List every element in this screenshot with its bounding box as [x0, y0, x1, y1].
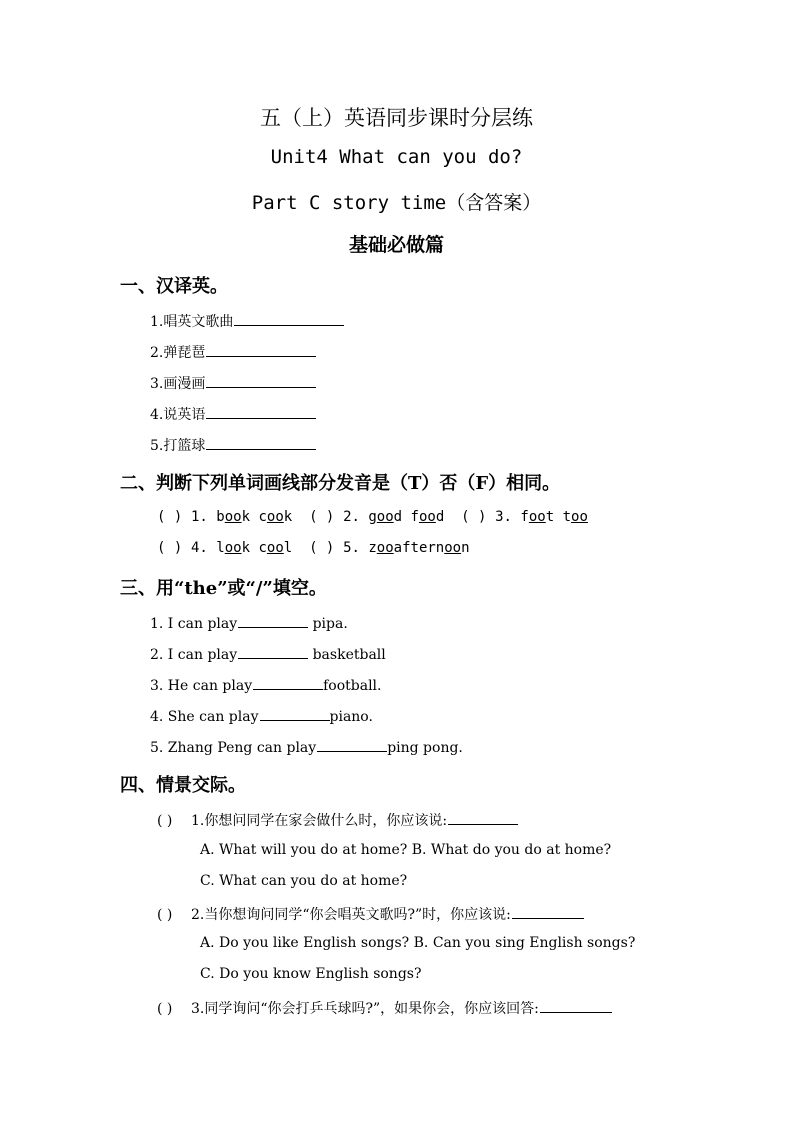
item-text: 1.唱英文歌曲 — [150, 314, 234, 330]
answer-blank[interactable] — [206, 435, 316, 450]
section2-row-2 — [157, 540, 470, 556]
word-cook: cook — [258, 509, 293, 525]
answer-blank[interactable] — [238, 644, 308, 659]
answer-paren[interactable]: ( ) — [461, 509, 487, 525]
item-text: ping pong. — [387, 740, 463, 756]
section1-item-5 — [150, 435, 316, 455]
section3-item-1 — [150, 613, 348, 632]
word-too: too — [562, 509, 588, 525]
section4-heading: 四、情景交际。 — [120, 775, 246, 796]
section2-row-1 — [157, 509, 588, 525]
item-text: 4. She can play — [150, 709, 259, 725]
item-text: 5.打篮球 — [150, 438, 206, 454]
section1-item-1 — [150, 311, 344, 331]
item-text: 2.弹琵琶 — [150, 345, 206, 361]
section4-q1-options-ab: A. What will you do at home? B. What do you do at home? — [200, 842, 612, 858]
word-afternoon: afternoon — [393, 540, 470, 556]
section4-q2 — [157, 904, 584, 924]
answer-blank[interactable] — [206, 342, 316, 357]
answer-blank[interactable] — [253, 675, 323, 690]
answer-paren[interactable]: ( ) — [157, 813, 173, 829]
item-text: 3.画漫画 — [150, 376, 206, 392]
word-foot: foot — [520, 509, 555, 525]
item-number: 4. — [191, 540, 208, 556]
answer-paren[interactable]: ( ) — [157, 1001, 173, 1017]
question-text: 2.当你想询问同学“你会唱英文歌吗?”时，你应该说: — [191, 907, 511, 923]
answer-paren[interactable]: ( ) — [157, 509, 183, 525]
question-text: 3.同学询问“你会打乒乓球吗?”，如果你会，你应该回答: — [191, 1001, 539, 1017]
word-good: good — [368, 509, 403, 525]
answer-blank[interactable] — [206, 373, 316, 388]
answer-paren[interactable]: ( ) — [309, 509, 335, 525]
word-zoo: zoo — [368, 540, 394, 556]
answer-blank[interactable] — [234, 311, 344, 326]
item-text: football. — [323, 678, 382, 694]
section3-item-5 — [150, 737, 463, 756]
answer-blank[interactable] — [206, 404, 316, 419]
answer-paren[interactable]: ( ) — [157, 907, 173, 923]
word-look: look — [216, 540, 251, 556]
part-title: Part C story time（含答案） — [251, 192, 542, 214]
unit-title: Unit4 What can you do? — [270, 146, 523, 168]
item-text: 2. I can play — [150, 647, 238, 663]
section3-item-4 — [150, 706, 373, 725]
item-text: piano. — [329, 709, 373, 725]
page-title: 五（上）英语同步课时分层练 — [260, 106, 533, 130]
section1-item-2 — [150, 342, 316, 362]
item-text: 5. Zhang Peng can play — [150, 740, 317, 756]
answer-blank[interactable] — [448, 810, 518, 825]
section4-q2-options-ab: A. Do you like English songs? B. Can you sing English songs? — [200, 935, 636, 951]
section3-item-2 — [150, 644, 386, 663]
level-title: 基础必做篇 — [348, 234, 444, 256]
section4-q1-option-c: C. What can you do at home? — [200, 873, 408, 889]
answer-blank[interactable] — [317, 737, 387, 752]
answer-blank[interactable] — [238, 613, 308, 628]
item-number: 3. — [495, 509, 512, 525]
item-number: 1. — [191, 509, 208, 525]
item-number: 5. — [343, 540, 360, 556]
item-text: 4.说英语 — [150, 407, 206, 423]
item-number: 2. — [343, 509, 360, 525]
item-text: 3. He can play — [150, 678, 253, 694]
answer-paren[interactable]: ( ) — [309, 540, 335, 556]
item-text: pipa. — [308, 616, 348, 632]
word-cool: cool — [258, 540, 293, 556]
section2-heading: 二、判断下列单词画线部分发音是（T）否（F）相同。 — [120, 473, 561, 494]
answer-blank[interactable] — [512, 904, 584, 919]
question-text: 1.你想问同学在家会做什么时，你应该说: — [191, 813, 448, 829]
section1-item-4 — [150, 404, 316, 424]
item-text: basketball — [308, 647, 386, 663]
section4-q1 — [157, 810, 518, 830]
answer-paren[interactable]: ( ) — [157, 540, 183, 556]
section1-heading: 一、汉译英。 — [120, 276, 228, 297]
section4-q3 — [157, 998, 612, 1018]
section3-item-3 — [150, 675, 382, 694]
section1-item-3 — [150, 373, 316, 393]
answer-blank[interactable] — [260, 706, 330, 721]
word-book: book — [216, 509, 251, 525]
answer-blank[interactable] — [540, 998, 612, 1013]
section4-q2-option-c: C. Do you know English songs? — [200, 966, 422, 982]
word-food: food — [410, 509, 445, 525]
section3-heading: 三、用“the”或“/”填空。 — [120, 578, 327, 599]
item-text: 1. I can play — [150, 616, 238, 632]
